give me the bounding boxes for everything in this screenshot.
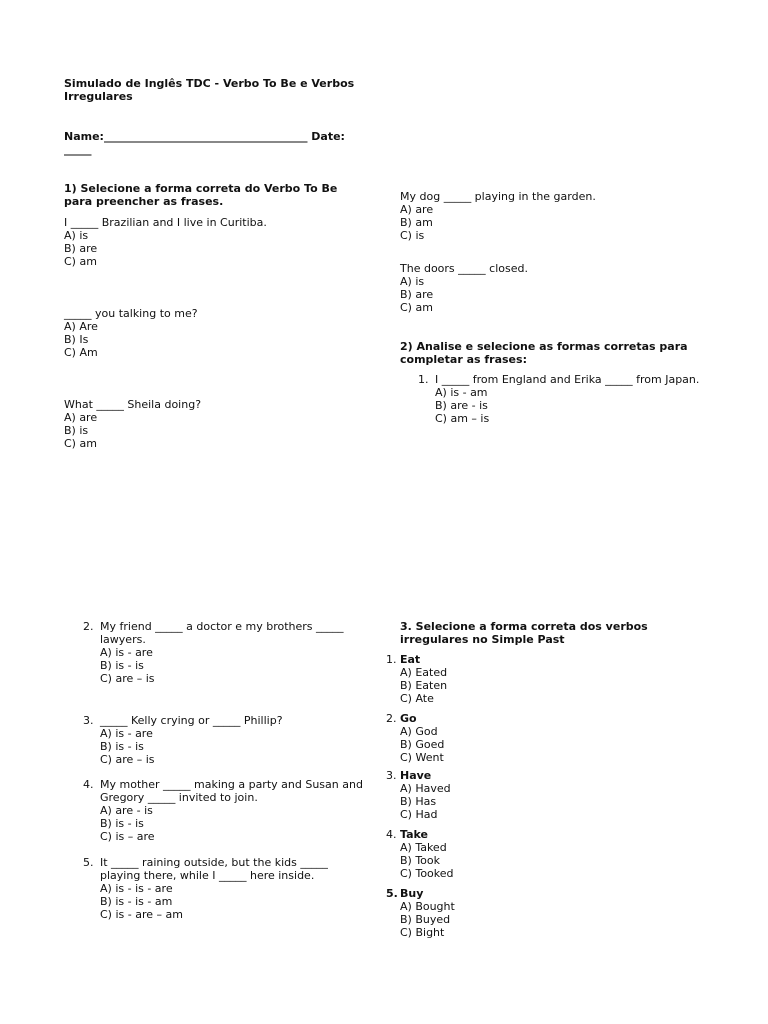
question-text: It _____ raining outside, but the kids _____ [100, 856, 328, 869]
answer-option[interactable]: B) Buyed [400, 913, 451, 926]
answer-option[interactable]: C) am [64, 437, 97, 450]
answer-option[interactable]: B) is - is [100, 659, 144, 672]
answer-option[interactable]: A) Eated [400, 666, 448, 679]
verb-number: 3. [386, 769, 397, 782]
title-line-2: Irregulares [64, 90, 133, 103]
answer-option[interactable]: A) Are [64, 320, 98, 333]
question-body [435, 373, 699, 425]
answer-option[interactable]: A) God [400, 725, 438, 738]
section-2-heading-line-2: completar as frases: [400, 353, 527, 366]
verb-word: Have [400, 769, 432, 782]
section-2-heading-line-1: 2) Analise e selecione as formas corretas para [400, 340, 688, 353]
section-3-heading-line-1: 3. Selecione a forma correta dos verbos [400, 620, 648, 633]
question-number: 1. [418, 373, 429, 386]
question-text: _____ you talking to me? [64, 307, 198, 320]
question-text: My mother _____ making a party and Susan and [100, 778, 363, 791]
answer-option[interactable]: A) is - am [435, 386, 488, 399]
answer-option[interactable]: A) is [64, 229, 89, 242]
answer-option[interactable]: A) are [400, 203, 434, 216]
question-number: 4. [83, 778, 94, 791]
answer-option[interactable]: C) am [64, 255, 97, 268]
question-text: I _____ from England and Erika _____ from Japan. [435, 373, 700, 386]
answer-option[interactable]: B) is - is [100, 817, 144, 830]
question-number: 3. [83, 714, 94, 727]
answer-option[interactable]: A) is [400, 275, 425, 288]
section-1-heading-line-2: para preencher as frases. [64, 195, 224, 208]
section-1-heading-line-1: 1) Selecione a forma correta do Verbo To Be [64, 182, 338, 195]
answer-option[interactable]: C) Tooked [400, 867, 454, 880]
name-date-line-1: Name:_____________________________________ Date: [64, 130, 345, 143]
section-3-heading-line-2: irregulares no Simple Past [400, 633, 565, 646]
answer-option[interactable]: C) are – is [100, 672, 155, 685]
section-1-heading [64, 182, 337, 208]
answer-option[interactable]: A) Haved [400, 782, 451, 795]
answer-option[interactable]: B) Is [64, 333, 89, 346]
answer-option[interactable]: C) are – is [100, 753, 155, 766]
answer-option[interactable]: B) am [400, 216, 433, 229]
answer-option[interactable]: B) Took [400, 854, 441, 867]
question-block [64, 216, 267, 268]
question-number: 2. [83, 620, 94, 633]
question-text: My dog _____ playing in the garden. [400, 190, 596, 203]
document-title [64, 77, 354, 103]
answer-option[interactable]: A) are - is [100, 804, 153, 817]
question-text-cont: playing there, while I _____ here inside. [100, 869, 315, 882]
answer-option[interactable]: B) is - is [100, 740, 144, 753]
name-date-line-2: _____ [64, 143, 92, 156]
answer-option[interactable]: C) is – are [100, 830, 155, 843]
answer-option[interactable]: C) Am [64, 346, 98, 359]
answer-option[interactable]: B) are [400, 288, 434, 301]
answer-option[interactable]: C) am – is [435, 412, 490, 425]
question-block [400, 262, 528, 314]
verb-word: Buy [400, 887, 424, 900]
question-text-cont: Gregory _____ invited to join. [100, 791, 258, 804]
section-3-heading [400, 620, 648, 646]
answer-option[interactable]: C) Ate [400, 692, 434, 705]
answer-option[interactable]: B) is - is - am [100, 895, 173, 908]
verb-body [400, 653, 447, 705]
answer-option[interactable]: A) is - is - are [100, 882, 173, 895]
section-2-heading [400, 340, 688, 366]
title-line-1: Simulado de Inglês TDC - Verbo To Be e Verbos [64, 77, 355, 90]
question-text: The doors _____ closed. [400, 262, 528, 275]
answer-option[interactable]: C) Had [400, 808, 438, 821]
answer-option[interactable]: A) is - are [100, 727, 153, 740]
answer-option[interactable]: A) are [64, 411, 98, 424]
verb-word: Take [400, 828, 428, 841]
answer-option[interactable]: C) is - are – am [100, 908, 183, 921]
answer-option[interactable]: B) is [64, 424, 89, 437]
answer-option[interactable]: C) Went [400, 751, 444, 764]
answer-option[interactable]: B) Goed [400, 738, 445, 751]
question-text-cont: lawyers. [100, 633, 146, 646]
name-date-field[interactable] [64, 130, 345, 156]
question-block [400, 190, 596, 242]
verb-number: 5. [386, 887, 398, 900]
question-text: _____ Kelly crying or _____ Phillip? [100, 714, 283, 727]
answer-option[interactable]: A) Taked [400, 841, 447, 854]
answer-option[interactable]: A) is - are [100, 646, 153, 659]
verb-word: Eat [400, 653, 421, 666]
answer-option[interactable]: A) Bought [400, 900, 455, 913]
verb-word: Go [400, 712, 417, 725]
answer-option[interactable]: C) is [400, 229, 425, 242]
question-body [100, 714, 283, 766]
verb-body [400, 887, 455, 939]
question-text: My friend _____ a doctor e my brothers _____ [100, 620, 344, 633]
question-text: What _____ Sheila doing? [64, 398, 202, 411]
question-block [64, 307, 198, 359]
question-body [100, 856, 328, 921]
answer-option[interactable]: C) Bight [400, 926, 445, 939]
verb-body [400, 828, 454, 880]
question-text: I _____ Brazilian and I live in Curitiba. [64, 216, 267, 229]
question-body [100, 620, 344, 685]
question-number: 5. [83, 856, 94, 869]
answer-option[interactable]: B) Has [400, 795, 437, 808]
verb-body [400, 769, 451, 821]
answer-option[interactable]: B) Eaten [400, 679, 448, 692]
answer-option[interactable]: B) are [64, 242, 98, 255]
verb-number: 4. [386, 828, 397, 841]
verb-body [400, 712, 444, 764]
answer-option[interactable]: C) am [400, 301, 433, 314]
verb-number: 1. [386, 653, 397, 666]
answer-option[interactable]: B) are - is [435, 399, 488, 412]
verb-number: 2. [386, 712, 397, 725]
question-body [100, 778, 363, 843]
question-block [64, 398, 201, 450]
